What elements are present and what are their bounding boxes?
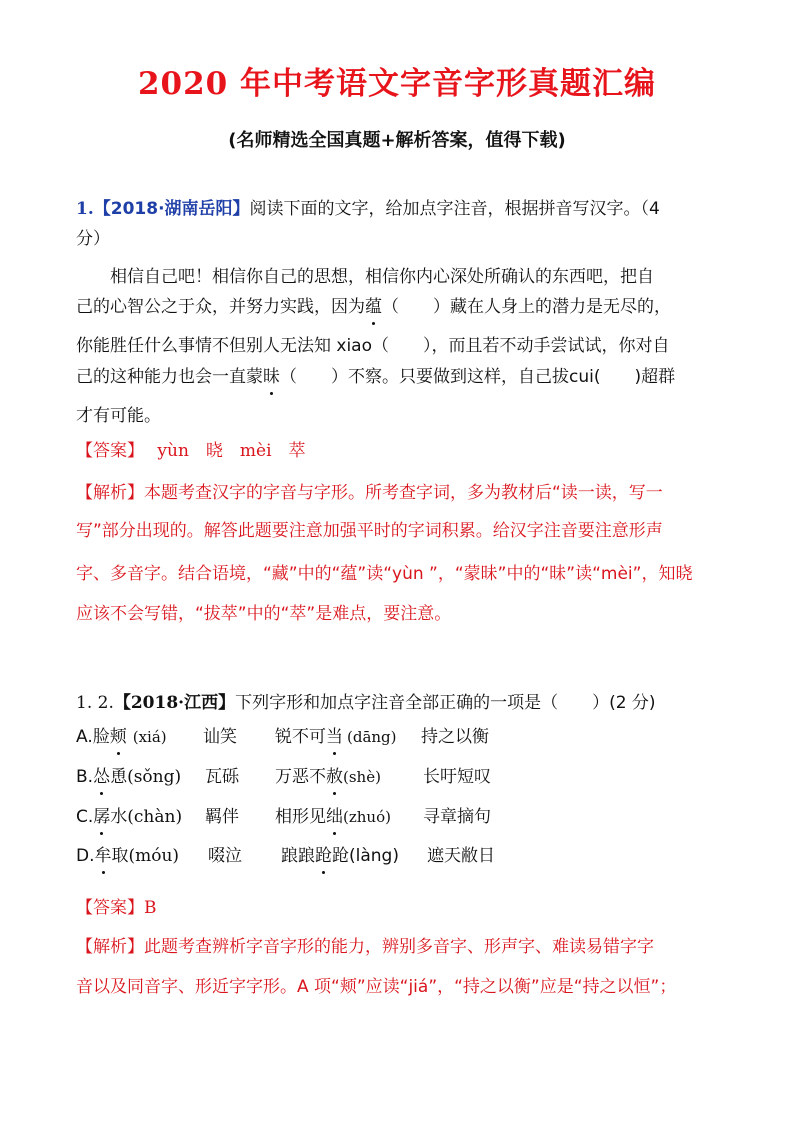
q2-stem: 下列字形和加点字注音全部正确的一项是（ ）(2 分) — [235, 693, 656, 713]
q2-option-a-word-2: 讪笑 — [203, 727, 237, 747]
q2-option-b-word-4: 长吁短叹 — [423, 767, 491, 787]
option-label: A. — [76, 727, 93, 747]
q2-option-d-word-1: D.牟取(móu) — [76, 846, 180, 866]
q2-option-c-word-3: 相形见绌(zhuó) — [275, 807, 391, 827]
q1-stem-cont: 分） — [76, 229, 110, 249]
q2-option-b-word-1: B.怂恿(sǒng) — [76, 767, 182, 787]
q1-analysis-line-3: 字、多音字。结合语境，“藏”中的“蕴”读“yùn ”，“蒙昧”中的“昧”读“mèi”，知晓 — [76, 564, 693, 584]
q2-option-b-word-2: 瓦砾 — [205, 767, 239, 787]
q2-option-d-word-4: 遮天敝日 — [427, 846, 495, 866]
q2-answer: B — [144, 898, 157, 918]
dotted-char: 赦 — [326, 767, 343, 787]
q1-passage-line-5: 才有可能。 — [76, 406, 161, 426]
q2-analysis-1: 此题考查辨析字音字形的能力，辨别多音字、形声字、难读易错字字 — [144, 937, 654, 957]
q1-passage-line-4 — [76, 366, 675, 388]
q2-option-a-word-1: A.脸颊 (xiá) — [76, 727, 167, 747]
q1-answer-label: 【答案】 — [76, 441, 144, 461]
dotted-char: 牟 — [94, 846, 112, 866]
q1-passage-line-3: 你能胜任什么事情不但别人无法知 xiao（ ），而且若不动手尝试试，你对自 — [76, 336, 670, 356]
q1-analysis-label: 【解析】 — [76, 483, 144, 503]
q2-option-c-word-4: 寻章摘句 — [423, 807, 491, 827]
q1-answer: yùn 晓 mèi 萃 — [157, 441, 306, 461]
q1-number: 1. — [76, 199, 94, 219]
dotted-char: 绌 — [326, 807, 343, 827]
q1-dotted-char-yun: 蕴 — [365, 297, 382, 317]
q2-option-a-word-3: 锐不可当 (dāng) — [275, 727, 397, 747]
q2-option-b-word-3: 万恶不赦(shè) — [275, 767, 381, 787]
page-subtitle: (名师精选全国真题+解析答案，值得下载) — [228, 130, 566, 151]
q1-dotted-char-mei: 昧 — [263, 367, 280, 387]
q1-stem: 阅读下面的文字，给加点字注音，根据拼音写汉字。（4 — [249, 199, 660, 219]
q2-option-c-word-1: C.孱水(chàn) — [76, 807, 183, 827]
q1-passage-line-1: 相信自己吧！相信你自己的思想，相信你内心深处所确认的东西吧，把自 — [110, 267, 654, 287]
q2-answer-line — [76, 897, 157, 919]
q2-option-d-word-2: 啜泣 — [208, 846, 242, 866]
q2-prefix: 1. 2. — [76, 693, 114, 713]
dotted-char: 当 — [326, 727, 343, 747]
q2-source-tag: 【2018·江西】 — [113, 693, 236, 713]
dotted-char: 怂 — [93, 767, 111, 787]
q2-option-c-word-2: 羁伴 — [205, 807, 239, 827]
q1-analysis-line-1 — [76, 482, 663, 504]
q2-answer-label: 【答案】 — [76, 898, 144, 918]
page-title: 2020 年中考语文字音字形真题汇编 — [137, 66, 657, 102]
q2-stem-line — [76, 692, 656, 714]
option-label: C. — [76, 807, 94, 827]
q2-option-a-word-4: 持之以衡 — [421, 727, 489, 747]
dotted-char: 颊 — [109, 727, 127, 747]
option-label: B. — [76, 767, 94, 787]
q1-passage-4b: （ ）不察。只要做到这样，自己拔cui( )超群 — [280, 367, 676, 387]
dotted-char: 孱 — [93, 807, 111, 827]
dotted-char: 跄 — [315, 846, 332, 866]
q1-analysis-line-2: 写”部分出现的。解答此题要注意加强平时的字词积累。给汉字注音要注意形声 — [76, 521, 663, 541]
q1-stem-line — [76, 198, 660, 220]
q1-source-tag: 【2018·湖南岳阳】 — [93, 199, 250, 219]
q2-option-d-word-3: 踉踉跄跄(làng) — [281, 846, 399, 866]
q1-passage-2a: 己的心智公之于众，并努力实践，因为 — [76, 297, 365, 317]
q1-passage-4a: 己的这种能力也会一直蒙 — [76, 367, 263, 387]
q1-passage-line-2 — [76, 296, 671, 318]
q2-analysis-label: 【解析】 — [76, 937, 144, 957]
q1-analysis-1: 本题考查汉字的字音与字形。所考查字词，多为教材后“读一读，写一 — [144, 483, 663, 503]
option-label: D. — [76, 846, 95, 866]
q1-passage-2b: （ ）藏在人身上的潜力是无尽的， — [382, 297, 671, 317]
q1-answer-line — [76, 440, 306, 462]
q2-analysis-line-2: 音以及同音字、形近字字形。A 项“颊”应读“jiá”，“持之以衡”应是“持之以恒”； — [76, 977, 677, 997]
q2-analysis-line-1 — [76, 936, 654, 958]
q1-analysis-line-4: 应该不会写错，“拔萃”中的“萃”是难点，要注意。 — [76, 604, 452, 624]
